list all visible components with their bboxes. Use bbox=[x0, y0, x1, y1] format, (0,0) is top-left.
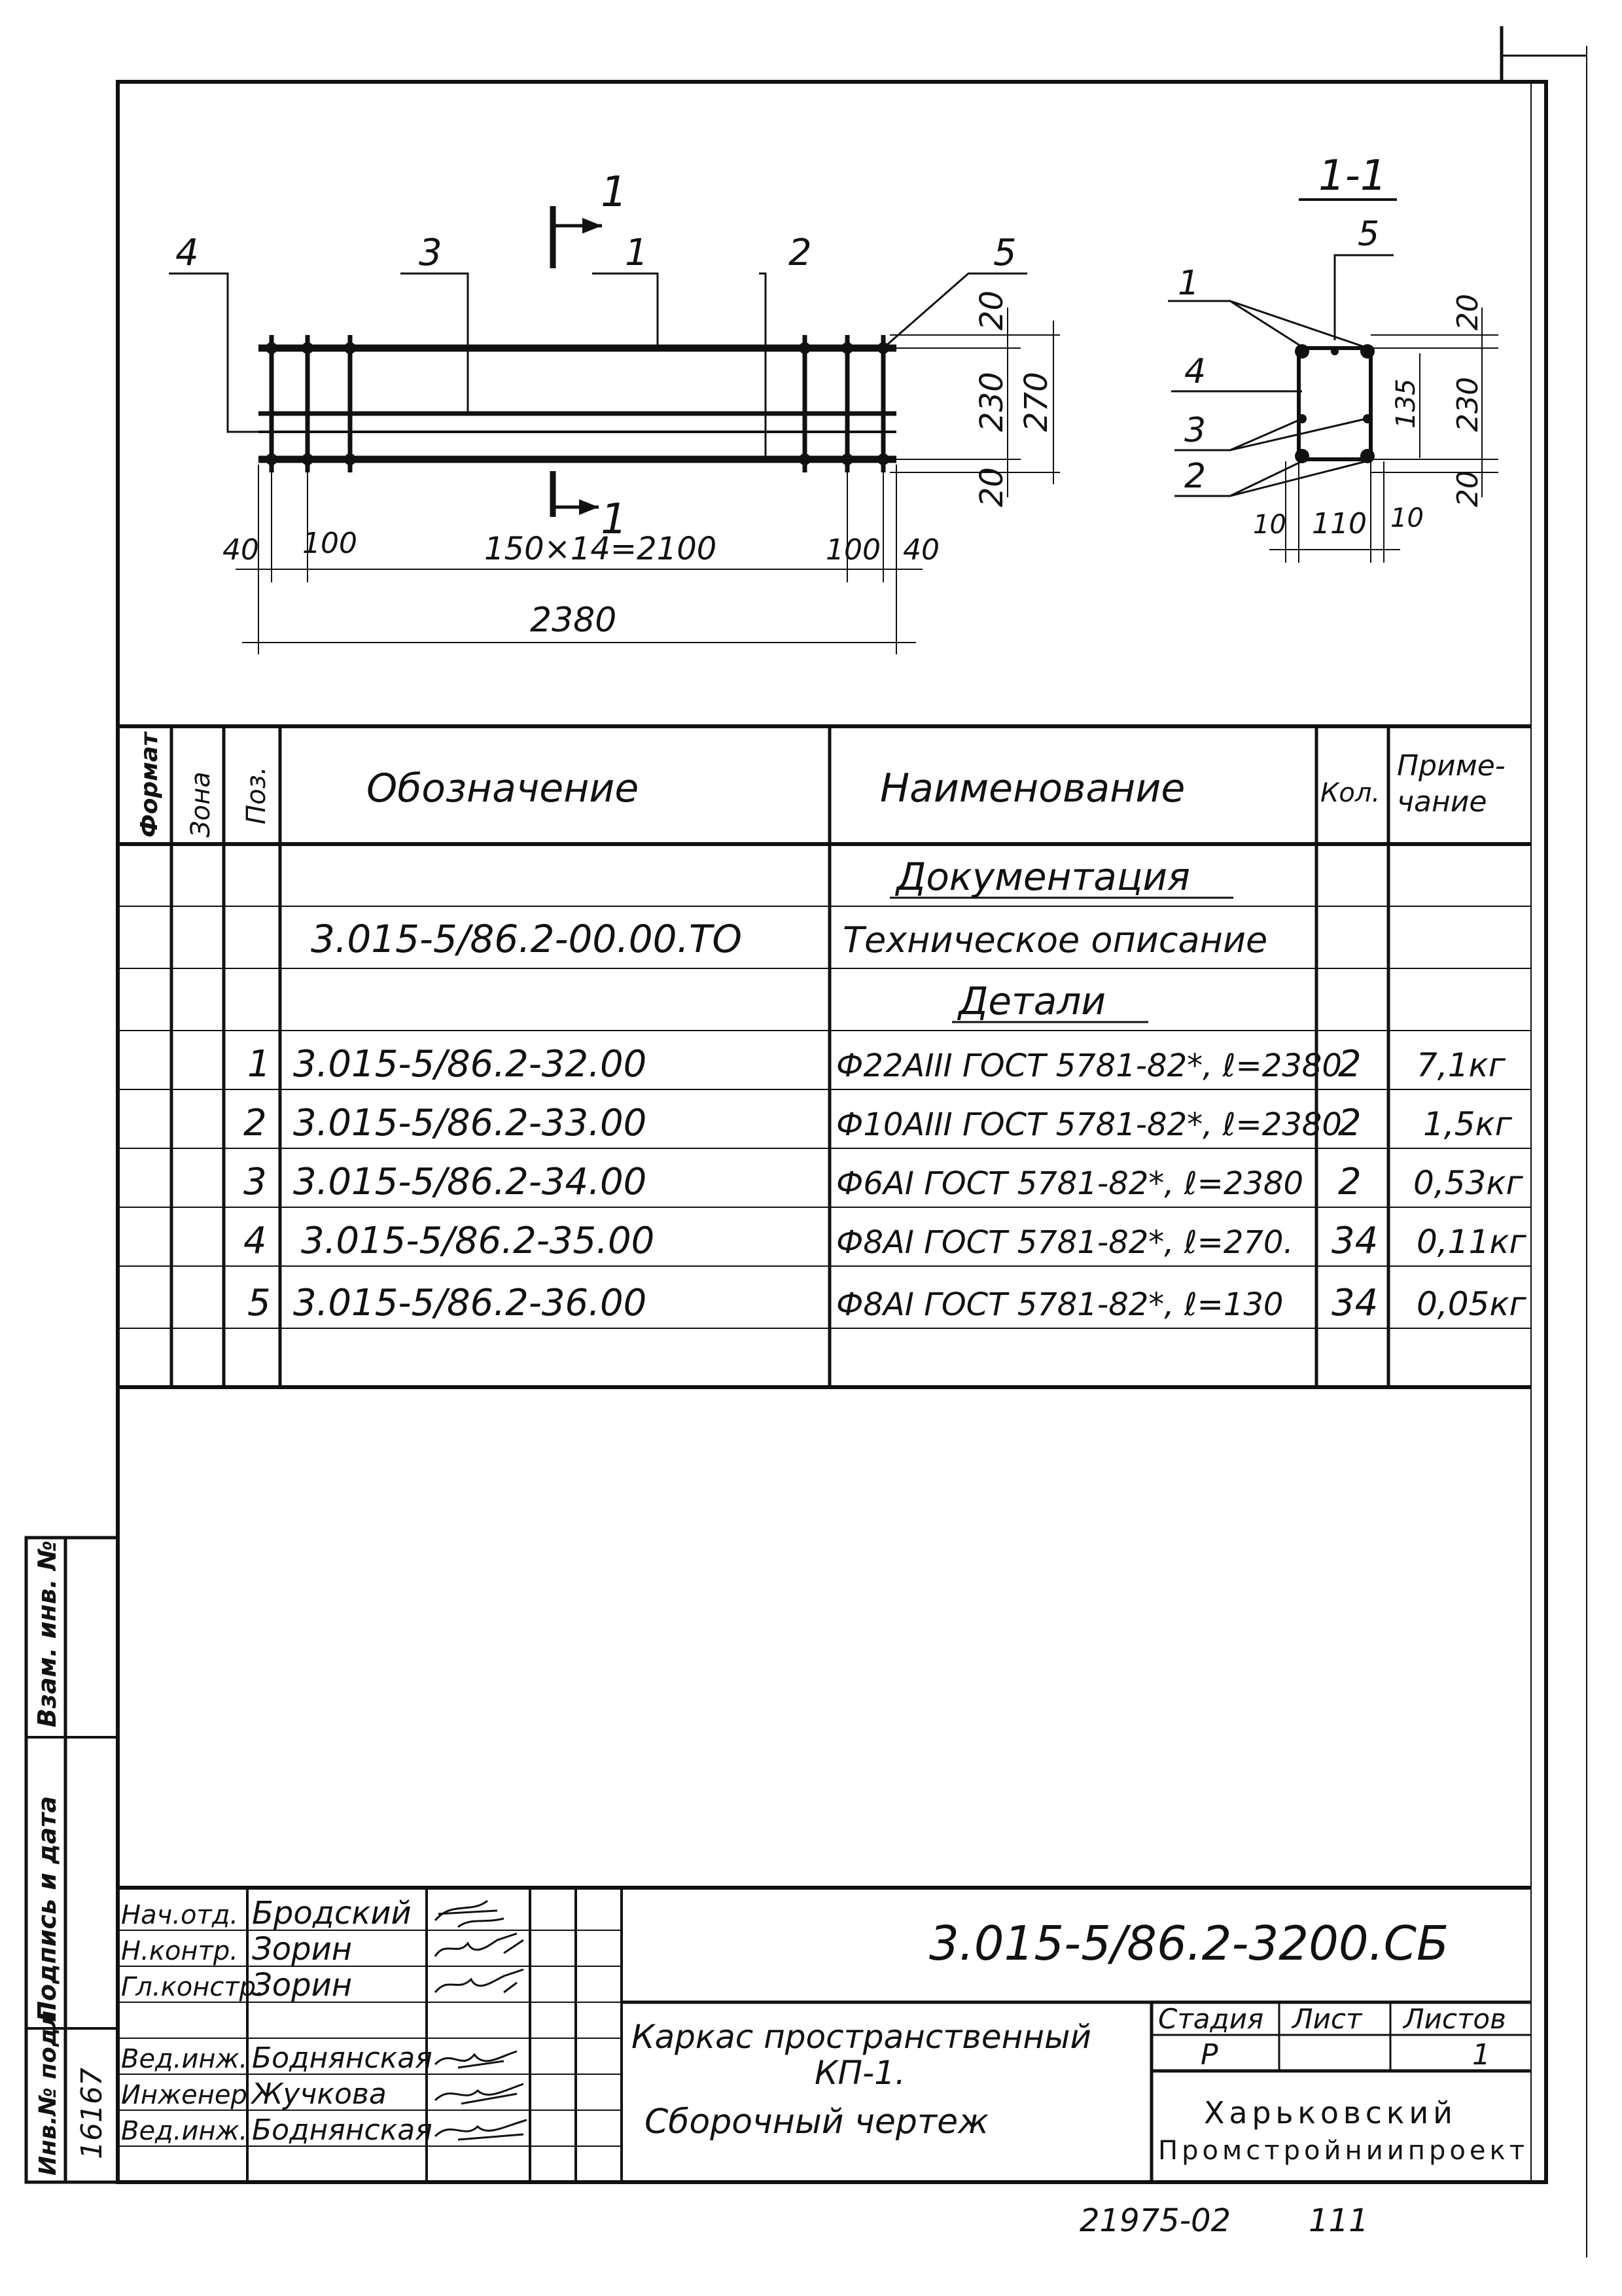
row-designation: 3.015-5/86.2-34.00 bbox=[293, 1161, 647, 1203]
title-line1: Каркас пространственный bbox=[631, 2018, 1092, 2056]
person-name: Зорин bbox=[252, 1967, 353, 2004]
section-label-1: 1 bbox=[1178, 264, 1200, 303]
signature bbox=[435, 1901, 527, 2140]
row-pos: 5 bbox=[247, 1282, 271, 1324]
person-role: Вед.инж. bbox=[121, 2044, 248, 2074]
person-role: Н.контр. bbox=[121, 1936, 238, 1966]
dim-270: 270 bbox=[1018, 372, 1055, 432]
leader-label-2: 2 bbox=[788, 232, 812, 274]
section-dim-20-bottom: 20 bbox=[1451, 470, 1485, 507]
row-pos: 2 bbox=[243, 1102, 267, 1144]
title-line2: КП-1. bbox=[815, 2054, 906, 2092]
table-row bbox=[243, 1102, 1513, 1144]
row-name: Ф10АIII ГОСТ 5781-82*, ℓ=2380 bbox=[836, 1106, 1342, 1143]
dim-100-right: 100 bbox=[826, 533, 881, 567]
order-number: 21975-02 bbox=[1080, 2202, 1231, 2239]
table-row bbox=[890, 855, 1233, 899]
section-title: 1-1 bbox=[1318, 152, 1387, 200]
dim-230: 230 bbox=[974, 372, 1010, 432]
table-row bbox=[243, 1220, 1527, 1262]
row-designation: 3.015-5/86.2-32.00 bbox=[293, 1043, 647, 1086]
section-mark-bottom: 1 bbox=[601, 495, 627, 544]
person-role: Вед.инж. bbox=[121, 2116, 248, 2146]
section-dim-10-left: 10 bbox=[1253, 510, 1286, 540]
page-number: 111 bbox=[1309, 2202, 1369, 2239]
row-note: 0,05кг bbox=[1417, 1285, 1526, 1323]
person-name: Жучкова bbox=[252, 2077, 387, 2111]
title-line3: Сборочный чертеж bbox=[644, 2102, 989, 2142]
person-role: Инженер bbox=[121, 2080, 247, 2110]
header-qty: Кол. bbox=[1320, 778, 1381, 808]
table-row bbox=[952, 979, 1148, 1023]
section-label-2: 2 bbox=[1184, 457, 1207, 496]
header-zone: Зона bbox=[186, 771, 216, 838]
section-dim-110: 110 bbox=[1312, 507, 1367, 540]
section-label-3: 3 bbox=[1184, 411, 1207, 450]
table-row bbox=[311, 917, 1267, 961]
leader-label-1: 1 bbox=[625, 232, 648, 274]
header-designation: Обозначение bbox=[366, 766, 639, 811]
dim-total: 2380 bbox=[530, 601, 617, 640]
table-row bbox=[247, 1043, 1506, 1086]
row-note: 0,53кг bbox=[1413, 1164, 1523, 1202]
row-qty: 2 bbox=[1338, 1102, 1362, 1144]
sheets-label: Листов bbox=[1403, 2003, 1506, 2035]
header-name: Наименование bbox=[880, 766, 1186, 811]
elevation-view bbox=[169, 168, 1060, 654]
row-qty: 2 bbox=[1338, 1043, 1362, 1086]
row-pos: 1 bbox=[247, 1043, 271, 1086]
row-note: 1,5кг bbox=[1423, 1105, 1512, 1143]
section-dim-20-top: 20 bbox=[1451, 294, 1485, 330]
organization-line1: Харьковский bbox=[1204, 2095, 1453, 2130]
vertical-dimensions bbox=[890, 291, 1060, 507]
row-qty: 34 bbox=[1331, 1282, 1379, 1324]
horizontal-dimensions bbox=[222, 465, 940, 654]
dim-40-right: 40 bbox=[903, 533, 940, 567]
person-name: Боднянская bbox=[252, 2113, 432, 2147]
dim-40-left: 40 bbox=[222, 533, 259, 567]
row-designation: 3.015-5/86.2-00.00.ТО bbox=[311, 917, 743, 961]
side-stamp bbox=[26, 1538, 118, 2182]
section-label-5: 5 bbox=[1358, 215, 1380, 254]
stamp-inv-podl: Инв.№ подл. bbox=[35, 2001, 62, 2176]
section-dim-10-right: 10 bbox=[1390, 503, 1424, 533]
row-note: 0,11кг bbox=[1417, 1223, 1526, 1261]
header-format: Формат bbox=[136, 732, 163, 838]
leader-label-3: 3 bbox=[419, 232, 442, 274]
row-name: Ф8АI ГОСТ 5781-82*, ℓ=130 bbox=[836, 1286, 1284, 1323]
section-mark-top: 1 bbox=[601, 168, 627, 217]
sheet-label: Лист bbox=[1292, 2003, 1362, 2035]
row-qty: 34 bbox=[1331, 1220, 1379, 1262]
row-designation: 3.015-5/86.2-33.00 bbox=[293, 1102, 647, 1144]
stage-label: Стадия bbox=[1158, 2003, 1264, 2035]
stage-value: Р bbox=[1201, 2038, 1218, 2072]
row-pos: 4 bbox=[243, 1220, 267, 1262]
table-row bbox=[243, 1161, 1524, 1203]
row-name: Техническое описание bbox=[843, 919, 1268, 961]
person-name: Бродский bbox=[252, 1895, 412, 1932]
leader-label-4: 4 bbox=[175, 232, 199, 274]
row-designation: 3.015-5/86.2-35.00 bbox=[301, 1220, 655, 1262]
row-designation: 3.015-5/86.2-36.00 bbox=[293, 1282, 647, 1324]
section-dim-135: 135 bbox=[1391, 378, 1421, 429]
person-role: Нач.отд. bbox=[121, 1900, 239, 1930]
stamp-inv-number: 16167 bbox=[75, 2068, 109, 2159]
footer bbox=[1080, 2202, 1369, 2239]
section-cut-marks bbox=[553, 168, 627, 544]
section-heading-documentation: Документация bbox=[896, 855, 1190, 899]
person-name: Зорин bbox=[252, 1931, 353, 1968]
person-role: Гл.констр. bbox=[121, 1972, 264, 2002]
title-block bbox=[118, 1888, 1531, 2182]
sheets-value: 1 bbox=[1472, 2038, 1490, 2072]
stamp-vzam-inv: Взам. инв. № bbox=[33, 1540, 62, 1727]
leader-label-5: 5 bbox=[993, 232, 1017, 274]
row-name: Ф8АI ГОСТ 5781-82*, ℓ=270. bbox=[836, 1224, 1294, 1261]
dim-100-left: 100 bbox=[302, 527, 357, 560]
row-name: Ф6АI ГОСТ 5781-82*, ℓ=2380 bbox=[836, 1165, 1303, 1202]
doc-code: 3.015-5/86.2-3200.СБ bbox=[929, 1916, 1449, 1971]
table-row bbox=[247, 1282, 1527, 1324]
person-name: Боднянская bbox=[252, 2041, 432, 2075]
header-pos: Поз. bbox=[241, 766, 272, 824]
organization-line2: Промстройниипроект bbox=[1158, 2136, 1525, 2166]
section-label-4: 4 bbox=[1184, 352, 1207, 391]
header-note-line2: чание bbox=[1397, 785, 1487, 819]
header-note-line1: Приме- bbox=[1397, 749, 1506, 783]
spec-table bbox=[118, 726, 1531, 1387]
row-qty: 2 bbox=[1338, 1161, 1362, 1203]
section-heading-details: Детали bbox=[959, 979, 1106, 1023]
section-dim-230: 230 bbox=[1451, 377, 1485, 432]
dim-20-bottom: 20 bbox=[974, 467, 1010, 507]
row-name: Ф22АIII ГОСТ 5781-82*, ℓ=2380 bbox=[836, 1048, 1342, 1084]
stamp-podpis-data: Подпись и дата bbox=[33, 1795, 62, 2022]
section-view bbox=[1168, 152, 1498, 563]
dim-20-top: 20 bbox=[974, 290, 1010, 330]
row-pos: 3 bbox=[243, 1161, 267, 1203]
dim-middle: 150×14=2100 bbox=[484, 531, 717, 567]
row-note: 7,1кг bbox=[1417, 1046, 1506, 1084]
